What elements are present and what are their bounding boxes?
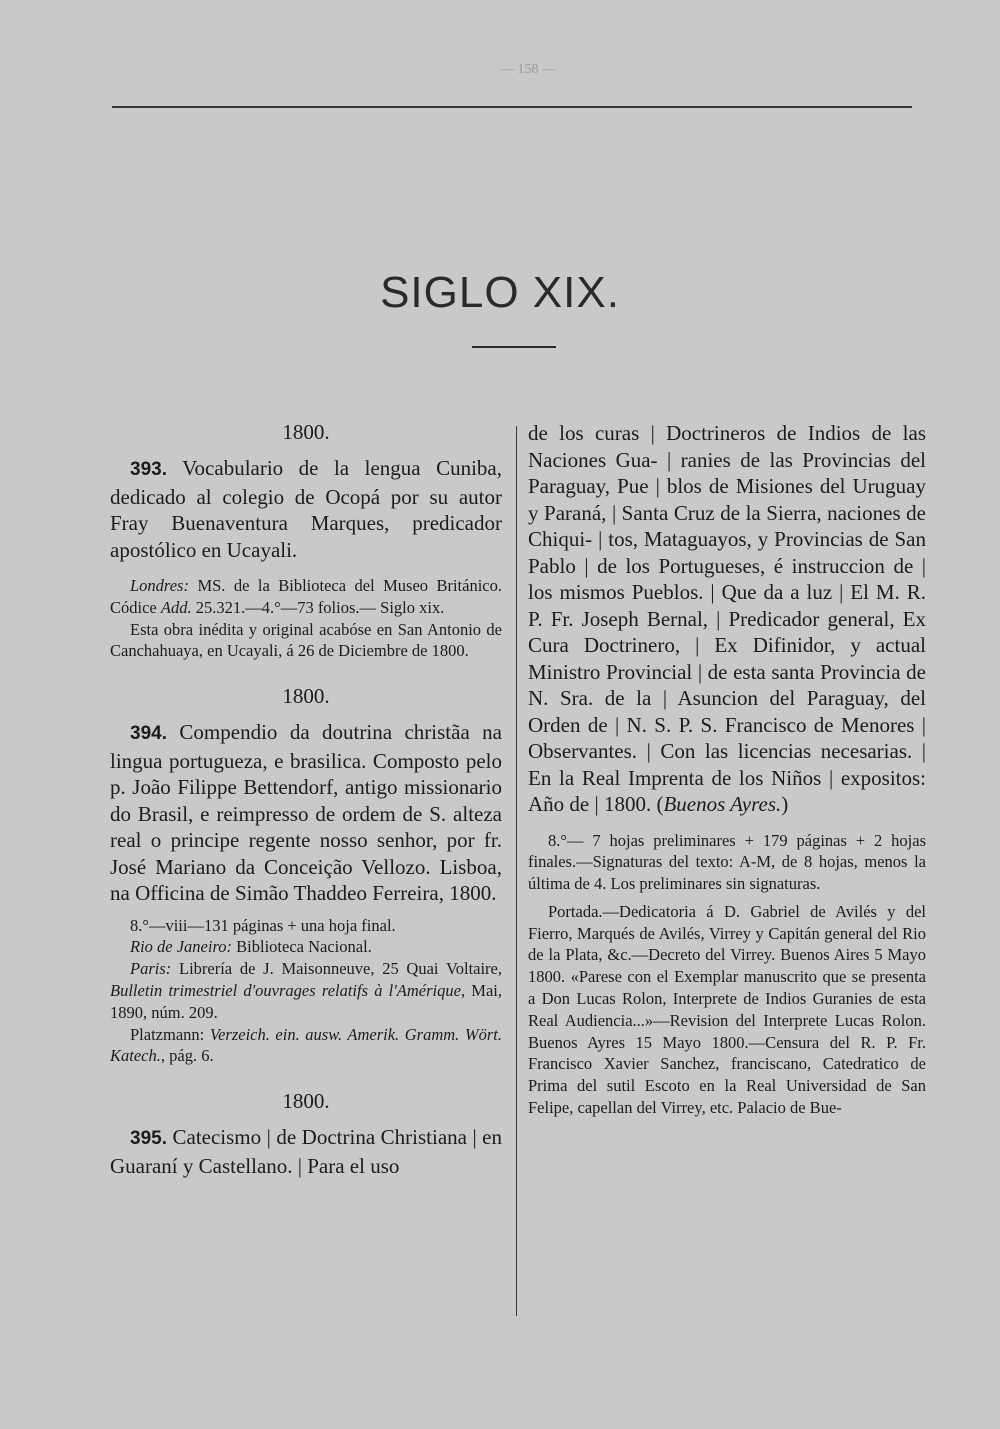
entry-394-paris-text: Librería de J. Maisonneuve, 25 Quai Voltaire, (171, 959, 502, 979)
entry-395 (110, 1124, 502, 1179)
entry-393-note: Esta obra inédita y original acabóse en San Antonio de Canchahuaya, en Ucayali, á 26 de Diciembre de 1800. (110, 619, 502, 661)
entry-395-format: 8.°— 7 hojas preliminares + 179 páginas + 2 hojas finales.—Signaturas del texto: A-M, de 8 hojas, menos la última de 4. Los preliminares sin signaturas. (528, 830, 926, 894)
entry-394 (110, 719, 502, 907)
entry-395-cont-italic: Buenos Ayres. (663, 792, 782, 816)
entry-393-location (110, 575, 502, 619)
entry-394-platz-title: Verzeich. ein. ausw. Amerik. Gramm. Wört. Katech. (110, 1024, 503, 1066)
entry-393 (110, 455, 502, 563)
entry-393-location-text2: 25.321.—4.°—73 folios.— Siglo xix. (191, 597, 445, 617)
entry-395-cont-close: ) (781, 792, 789, 816)
entry-395-portada: Portada.—Dedicatoria á D. Gabriel de Avilés y del Fierro, Marqués de Avilés, Virrey y Capitán general del Rio de la Plata, &c.—Decreto del Virrey. Buenos Aires 5 Mayo 1800. «Parese con el Exemplar manuscrito que se presenta a Don Lucas Rolon, Interprete de Indios Guranies de esta Real Audiencia...»—Revision del Interprete Lucas Rolon. Buenos Ayres 15 Mayo 1800.—Censura del R. P. Fr. Francisco Xavier Sanchez, franciscano, Catedratico de Prima del sutil Escoto en la Real Universidad de San Felipe, capellan del Virrey, etc. Palacio de Bue- (528, 901, 926, 1118)
title-rule (472, 346, 556, 348)
top-rule (112, 106, 912, 108)
entry-394-rio (110, 936, 502, 958)
entry-394-platzmann (110, 1024, 502, 1068)
page-title: SIGLO XIX. (380, 268, 620, 317)
entry-393-location-label: Londres: (130, 576, 189, 595)
entry-393-number: 393. (130, 459, 167, 480)
entry-394-paris-label: Paris: (130, 959, 172, 979)
entry-395-text: Catecismo | de Doctrina Christiana | en Guaraní y Castellano. | Para el uso (110, 1125, 503, 1178)
entry-394-year: 1800. (282, 684, 330, 709)
left-column (110, 420, 502, 1179)
entry-394-format: 8.°—viii—131 páginas + una hoja final. (130, 915, 396, 935)
column-divider (516, 426, 517, 1316)
entry-394-platz-tail: , pág. 6. (160, 1046, 214, 1066)
entry-393-year: 1800. (282, 420, 330, 444)
entry-394-rio-label: Rio de Janeiro: (130, 937, 233, 957)
entry-394-rio-text: Biblioteca Nacional. (232, 937, 372, 957)
page-number: — 158 — (500, 62, 556, 77)
entry-394-text: Compendio da doutrina christãa na lingua portugueza, e brasilica. Composto pelo p. João Filippe Bettendorf, antigo missionario do Brasil, e reimpresso de ordem de S. altezа real o principe regente nosso senhor, por fr. José Mariano da Conceição Vellozo. Lisboa, na Officina de Simão Thaddeo Ferreira, 1800. (110, 720, 502, 906)
entry-393-location-text: MS. de la Biblioteca del Museo Británico. Códice (110, 576, 502, 617)
entry-394-paris-tail: , Mai, 1890, núm. 209. (110, 981, 502, 1022)
entry-393-add-label: Add. (160, 597, 192, 617)
entry-394-paris (110, 958, 502, 1023)
entry-395-cont-text: de los curas | Doctrineros de Indios de las Naciones Gua- | ranies de las Provincias del Paraguay, Pue | blos de Misiones del Uruguay y Paraná, | Santa Cruz de la Sierra, naciones de Chiqui- | tos, Mataguayos, y Provincias de San Pablo | de los Portugueses, é instruccion de | los mismos Pueblos. | Que da a luz | El M. R. P. Fr. Joseph Bernal, | Predicador general, Ex Cura Doctrinero, | Ex Difinidor, y actual Ministro Provincial | de esta santa Provincia de N. Sra. de la | Asuncion del Paraguay, del Orden de | N. S. P. S. Francisco de Menores | Observantes. | Con las licencias necesarias. | En la Real Imprenta de los Niños | expositos: Año de | 1800. ( (528, 421, 926, 816)
right-column (528, 420, 926, 1119)
entry-395-year: 1800. (282, 1089, 330, 1114)
entry-395-number: 395. (130, 1128, 167, 1150)
entry-395-continued (528, 420, 926, 818)
entry-393-text: Vocabulario de la lengua Cuniba, dedicado al colegio de Ocopá por su autor Fray Buenaventura Marques, predicador apostólico en Ucayali. (110, 456, 502, 562)
entry-394-platz-label: Platzmann: (130, 1024, 210, 1044)
entry-394-number: 394. (130, 723, 167, 745)
entry-394-paris-title: Bulletin trimestriel d'ouvrages relatifs à l'Amérique (110, 981, 461, 1001)
